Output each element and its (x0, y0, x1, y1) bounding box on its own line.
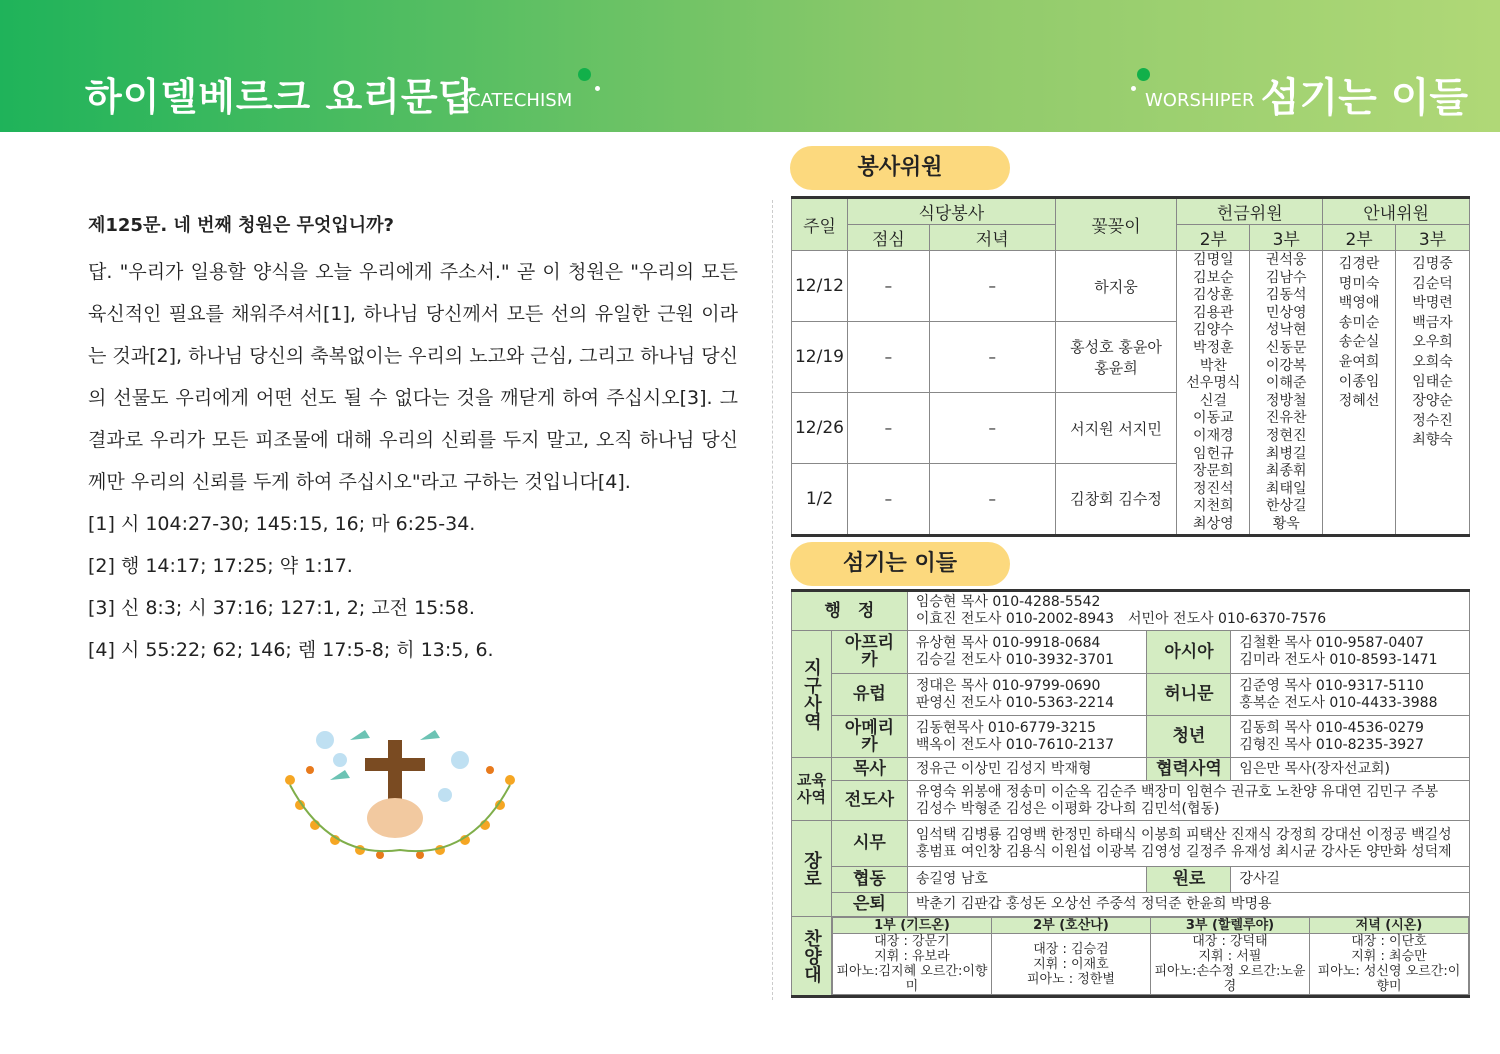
reference: [3] 신 8:3; 시 37:16; 127:1, 2; 고전 15:58. (88, 597, 475, 619)
row-lunch: – (847, 322, 929, 393)
row-lunch: – (847, 251, 929, 322)
dot-icon (1131, 86, 1136, 91)
worshiper-title: 섬기는 이들 (1260, 75, 1468, 121)
choir-name: 2부 (호산나) (991, 918, 1150, 934)
region-label: 지구사역 (792, 631, 832, 758)
reference: [2] 행 14:17; 17:25; 약 1:17. (88, 555, 353, 577)
answer: 답. "우리가 일용할 양식을 오늘 우리에게 주소서." 곧 이 청원은 "우리의 모든 육신적인 필요를 채워주셔서[1], 하나님 당신께서 모든 선의 유일한 근원 이라는 것과[2], 하나님 당신의 축복없이는 우리의 노고와 근심, 그리고 하나님 당신의 선물도 우리에게 어떤 선도 될 수 없다는 것을 깨닫게 하여 주십시오[3]. 그 결과로 우리가 모든 피조물에 대해 우리의 신뢰를 두지 말고, 오직 하나님 당신께만 우리의 신뢰를 두게 하여 주십시오"라고 구하는 것입니다[4]. (88, 261, 739, 493)
hunimun-contacts: 김준영 목사 010-9317-5110 홍복순 전도사 010-4433-3988 (1231, 674, 1470, 716)
catechism-en-label: CATECHISM (468, 90, 573, 111)
volunteers-title: 봉사위원 (790, 146, 1010, 190)
row-dinner: – (929, 322, 1055, 393)
europe-contacts: 정대은 목사 010-9799-0690 판영신 전도사 010-5363-2214 (907, 674, 1147, 716)
worshipers-title: 섬기는 이들 (790, 542, 1010, 586)
edu-label: 교육사역 (792, 758, 832, 821)
elder-label: 장로 (792, 821, 832, 917)
col-dinner: 저녁 (929, 225, 1055, 251)
row-lunch: – (847, 464, 929, 535)
row-dinner: – (929, 393, 1055, 464)
retired-elder-names: 박춘기 김판갑 홍성돈 오상선 주중석 정덕준 한윤희 박명용 (907, 893, 1469, 917)
europe-label: 유럽 (831, 674, 907, 716)
col-offering: 헌금위원 (1177, 198, 1323, 225)
hunimun-label: 허니문 (1147, 674, 1231, 716)
admin-label: 행 정 (792, 591, 908, 631)
col-usher-3: 3부 (1396, 225, 1470, 251)
reference: [4] 시 55:22; 62; 146; 렘 17:5-8; 히 13:5, 6. (88, 639, 494, 661)
active-elder-names: 임석택 김병룡 김영백 한정민 하태식 이봉희 피택산 진재식 강정희 강대선 이정공 백길성 홍범표 여인창 김용식 이원섭 이광복 김영성 길정주 유재성 최시균 강사돈 양만화 성덕제 (907, 821, 1469, 867)
evangelist-label: 전도사 (831, 781, 907, 821)
reference: [1] 시 104:27-30; 145:15, 16; 마 6:25-34. (88, 513, 476, 535)
offering-2-names: 김명일 김보순 김상훈 김용관 김양수 박정훈 박찬 선우명식 신걸 이동교 이재경 임헌규 장문희 정진석 지천희 최상영 (1177, 251, 1250, 536)
row-date: 12/12 (792, 251, 848, 322)
dot-icon (595, 86, 600, 91)
row-flower: 김창회 김수정 (1055, 464, 1177, 535)
asia-label: 아시아 (1147, 631, 1231, 674)
col-usher-2: 2부 (1323, 225, 1396, 251)
active-elder-label: 시무 (831, 821, 907, 867)
page-divider (772, 200, 773, 1000)
catechism-section (88, 205, 738, 671)
admin-contacts: 임승현 목사 010-4288-5542 이효진 전도사 010-2002-8943 서민아 전도사 010-6370-7576 (907, 591, 1469, 631)
volunteers-table (791, 196, 1470, 537)
dove-icon (420, 730, 440, 740)
worshipers-table (791, 589, 1470, 998)
choir-members: 대장 : 이단호 지휘 : 최승만 피아노: 성신영 오르간:이향미 (1309, 934, 1468, 995)
row-flower: 서지원 서지민 (1055, 393, 1177, 464)
row-dinner: – (929, 251, 1055, 322)
row-flower: 홍성호 홍윤아 홍윤희 (1055, 322, 1177, 393)
dot-icon (578, 68, 591, 81)
dove-icon (330, 770, 350, 780)
choir-name: 1부 (기드온) (832, 918, 991, 934)
dove-icon (350, 730, 370, 740)
asia-contacts: 김철환 목사 010-9587-0407 김미라 전도사 010-8593-1471 (1231, 631, 1470, 674)
coop-elder-names: 송길영 남호 (907, 867, 1147, 893)
dot-icon (1137, 68, 1150, 81)
usher-2-names: 김경란 명미숙 백영애 송미순 송순실 윤여희 이종임 정혜선 (1323, 251, 1396, 536)
africa-label: 아프리카 (831, 631, 907, 674)
choir-members: 대장 : 김승검 지휘 : 이재호 피아노 : 정한별 (991, 934, 1150, 995)
row-date: 12/19 (792, 322, 848, 393)
row-dinner: – (929, 464, 1055, 535)
coop-label: 협력사역 (1147, 758, 1231, 781)
catechism-title: 하이델베르크 요리문답 (85, 75, 477, 119)
honor-elder-label: 원로 (1147, 867, 1231, 893)
coop-names: 임은만 목사(장자선교회) (1231, 758, 1470, 781)
row-date: 12/26 (792, 393, 848, 464)
pastor-names: 정유근 이상민 김성지 박재형 (907, 758, 1147, 781)
pastor-label: 목사 (831, 758, 907, 781)
evangelist-names: 유영숙 위봉애 정송미 이순옥 김순주 백장미 임현수 권규호 노찬양 유대연 김민구 주봉 김성수 박형준 김성은 이평화 강나희 김민석(협동) (907, 781, 1469, 821)
choir-table (832, 917, 1469, 995)
col-meal: 식당봉사 (847, 198, 1055, 225)
coop-elder-label: 협동 (831, 867, 907, 893)
col-lunch: 점심 (847, 225, 929, 251)
choir-members: 대장 : 강문기 지휘 : 유보라 피아노:김지혜 오르간:이향미 (832, 934, 991, 995)
col-date: 주일 (792, 198, 848, 251)
col-flower: 꽃꽂이 (1055, 198, 1177, 251)
youth-label: 청년 (1147, 716, 1231, 758)
retired-elder-label: 은퇴 (831, 893, 907, 917)
col-offering-2: 2부 (1177, 225, 1250, 251)
row-flower: 하지웅 (1055, 251, 1177, 322)
honor-elder-names: 강사길 (1231, 867, 1470, 893)
question: 제125문. 네 번째 청원은 무엇입니까? (88, 215, 394, 236)
worshiper-en-label: WORSHIPER (1145, 90, 1255, 111)
africa-contacts: 유상현 목사 010-9918-0684 김승길 전도사 010-3932-3701 (907, 631, 1147, 674)
choir-members: 대장 : 강덕태 지휘 : 서필 피아노:손수정 오르간:노윤경 (1150, 934, 1309, 995)
page-header (0, 0, 1500, 132)
choir-name: 3부 (할렐루야) (1150, 918, 1309, 934)
choir-name: 저녁 (시온) (1309, 918, 1468, 934)
youth-contacts: 김동희 목사 010-4536-0279 김형진 목사 010-8235-3927 (1231, 716, 1470, 758)
america-contacts: 김동현목사 010-6779-3215 백옥이 전도사 010-7610-2137 (907, 716, 1147, 758)
col-offering-3: 3부 (1250, 225, 1323, 251)
choir-label: 찬양대 (792, 917, 832, 997)
row-lunch: – (847, 393, 929, 464)
row-date: 1/2 (792, 464, 848, 535)
usher-3-names: 김명중 김순덕 박명련 백금자 오우희 오희숙 임태순 장양순 정수진 최향숙 (1396, 251, 1470, 536)
hands-icon (367, 798, 423, 838)
america-label: 아메리카 (831, 716, 907, 758)
offering-3-names: 권석웅 김남수 김동석 민상영 성낙현 신동문 이강복 이해준 정방철 진유찬 정현진 최병길 최종휘 최태일 한상길 황욱 (1250, 251, 1323, 536)
cross-illustration (270, 700, 530, 870)
col-usher: 안내위원 (1323, 198, 1470, 225)
